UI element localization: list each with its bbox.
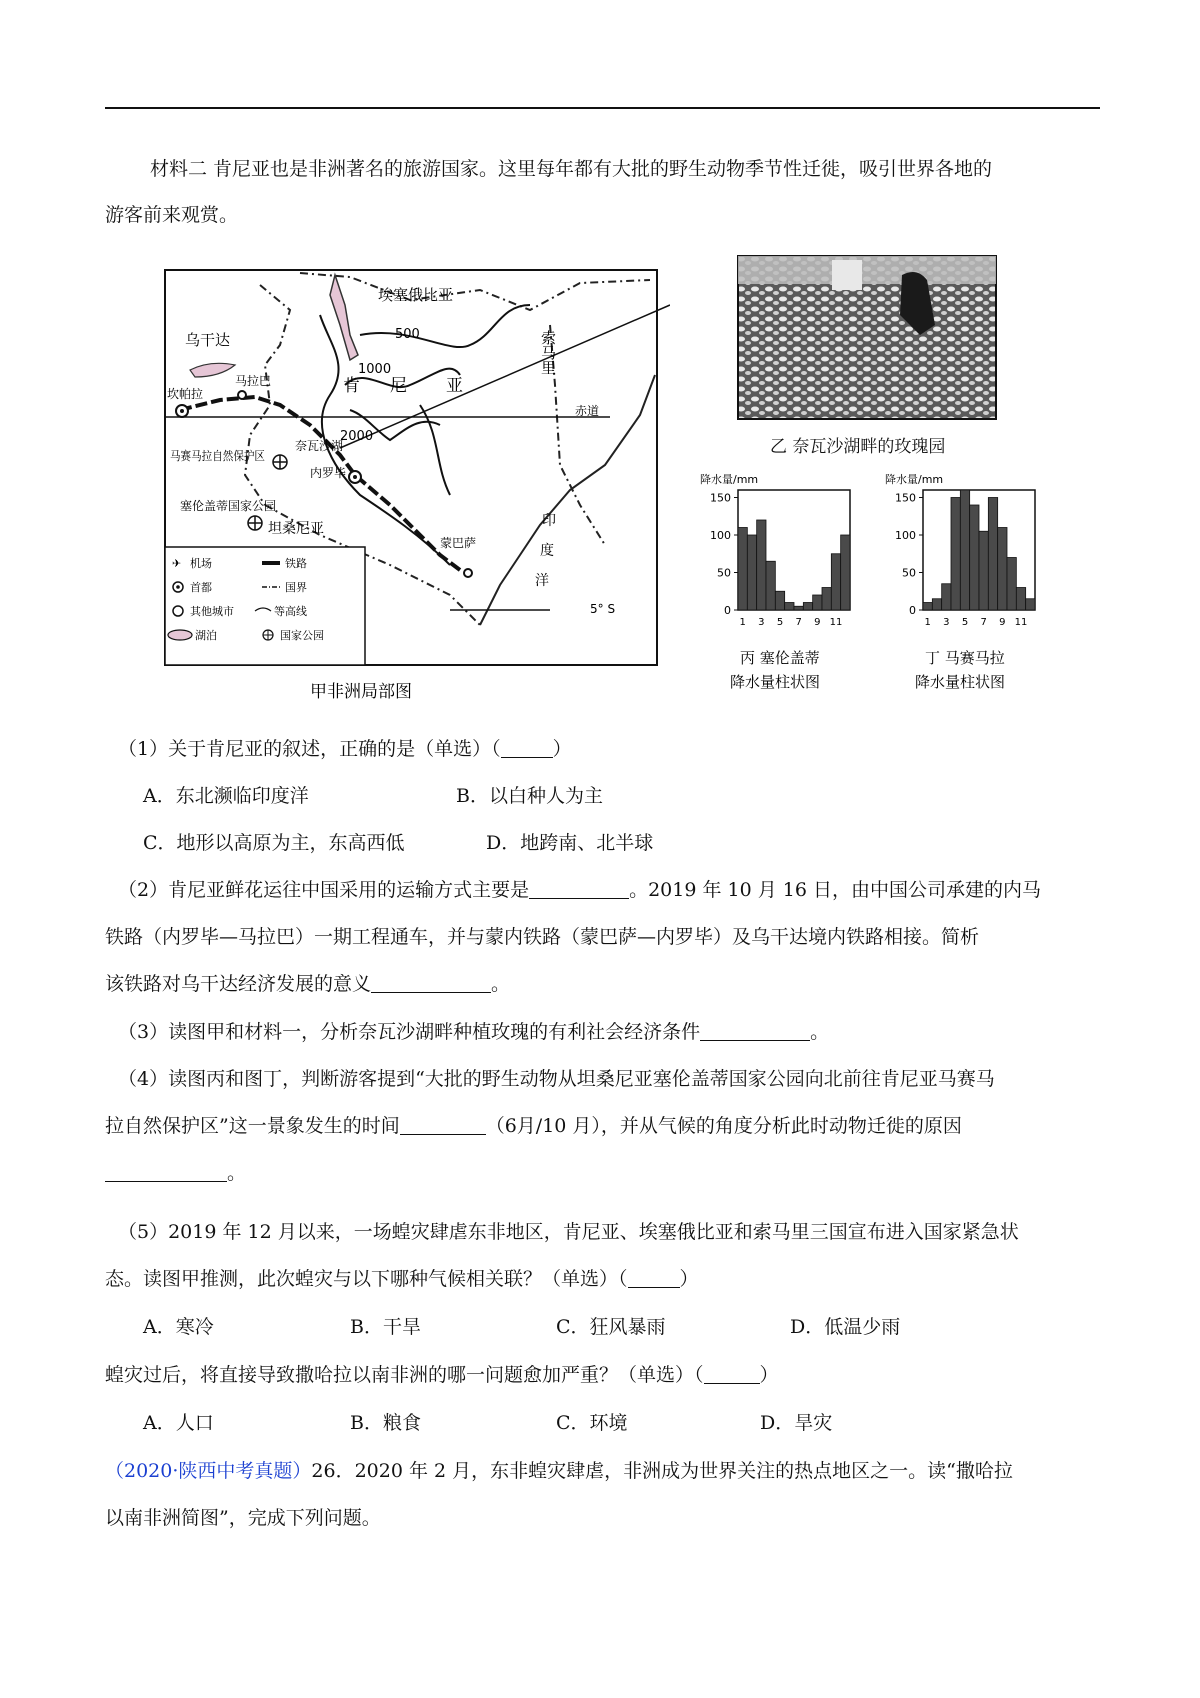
label-ethiopia: 埃塞俄比亚	[378, 286, 454, 304]
q1-stem	[118, 738, 572, 761]
q4-line1: （4）读图丙和图丁，判断游客提到“大批的野生动物从坦桑尼亚塞伦盖蒂国家公园向北前往肯尼亚马赛马	[118, 1068, 995, 1090]
x-tick-label-7: 7	[795, 617, 802, 628]
q3-end: 。	[810, 1021, 830, 1043]
q5-blank-2[interactable]	[704, 1365, 760, 1384]
ylabel: 降水量/mm	[700, 473, 759, 486]
q26-line1-text: 26．2020 年 2 月，东非蝗灾肆虐，非洲成为世界关注的热点地区之一。读“撒哈拉	[311, 1460, 1013, 1482]
x-tick-label-5: 5	[776, 617, 784, 628]
rose-garden-photo	[737, 255, 997, 420]
legend-airport: 机场	[190, 557, 212, 570]
x-tick-label-1: 1	[739, 617, 746, 628]
photo-caption: 乙 奈瓦沙湖畔的玫瑰园	[770, 437, 946, 457]
label-mombasa: 蒙巴萨	[440, 536, 477, 550]
legend-lake: 湖泊	[195, 629, 217, 642]
y-tick-label-50: 50	[902, 566, 916, 580]
label-nairobi: 内罗毕	[310, 466, 347, 480]
q5-line3	[105, 1364, 779, 1387]
q5-option2-d[interactable]: D．旱灾	[760, 1412, 833, 1434]
q2-line1	[118, 879, 1041, 902]
q2-line3	[105, 973, 510, 996]
label-500: 500	[395, 327, 420, 342]
bar-month-4	[766, 561, 775, 610]
bar-month-2	[747, 535, 756, 610]
legend-city-icon	[173, 606, 183, 616]
label-indian-1: 印	[542, 513, 556, 529]
x-tick-label-5: 5	[961, 617, 969, 628]
map-caption: 甲非洲局部图	[310, 682, 412, 702]
bar-month-3	[942, 584, 951, 610]
legend-border: 国界	[285, 581, 307, 594]
bar-month-11	[831, 554, 840, 610]
chart-title: 丁 马赛马拉	[925, 649, 1005, 667]
bar-month-5	[960, 490, 969, 610]
bar-month-12	[841, 535, 850, 610]
q5-line2b: ）	[679, 1268, 699, 1290]
x-tick-label-1: 1	[924, 617, 931, 628]
q4-blank-2[interactable]	[105, 1163, 227, 1182]
y-tick-label-50: 50	[717, 566, 731, 580]
q1-option-b[interactable]: B．以白种人为主	[456, 785, 603, 807]
legend-lake-icon	[168, 630, 192, 640]
ylabel: 降水量/mm	[885, 473, 944, 486]
x-tick-label-11: 11	[1014, 617, 1028, 628]
q2-line1b: 。2019 年 10 月 16 日，由中国公司承建的内马	[629, 879, 1041, 901]
bar-month-8	[803, 603, 812, 611]
legend-capital: 首都	[190, 581, 212, 594]
q1-option-d[interactable]: D．地跨南、北半球	[486, 832, 654, 854]
q5-line2	[105, 1268, 699, 1291]
q5-option-d[interactable]: D．低温少雨	[790, 1316, 901, 1338]
label-kenya-1: 肯	[343, 376, 360, 396]
q5-line1: （5）2019 年 12 月以来，一场蝗灾肆虐东非地区，肯尼亚、埃塞俄比亚和索马里三国宣布进入国家紧急状	[118, 1221, 1019, 1243]
label-malaba: 马拉巴	[235, 374, 272, 388]
label-serengeti: 塞伦盖蒂国家公园	[180, 499, 277, 513]
chart-subtitle: 降水量柱状图	[915, 673, 1006, 691]
q2-line1a: （2）肯尼亚鲜花运往中国采用的运输方式主要是	[118, 879, 530, 901]
chart-subtitle: 降水量柱状图	[730, 673, 821, 691]
y-tick-label-0: 0	[909, 604, 916, 617]
bar-month-9	[813, 595, 822, 610]
chart-masai-mara	[885, 465, 1055, 705]
q2-blank-1[interactable]	[529, 880, 629, 899]
label-tanzania: 坦桑尼亚	[268, 521, 324, 537]
q5-line2a: 态。读图甲推测，此次蝗灾与以下哪种气候相关联？（单选）（	[105, 1268, 628, 1290]
q1-option-a[interactable]: A．东北濒临印度洋	[143, 785, 309, 807]
q2-blank-2[interactable]	[371, 974, 491, 993]
legend-park: 国家公园	[280, 629, 324, 642]
x-tick-label-3: 3	[943, 617, 950, 628]
q5-line3b: ）	[759, 1364, 779, 1386]
bar-month-2	[932, 599, 941, 610]
q3-text: （3）读图甲和材料一，分析奈瓦沙湖畔种植玫瑰的有利社会经济条件	[118, 1021, 701, 1043]
label-indian-2: 度	[540, 543, 554, 559]
bar-month-4	[951, 498, 960, 611]
material2-line2: 游客前来观赏。	[105, 204, 239, 226]
bar-month-6	[785, 603, 794, 611]
header-rule	[105, 107, 1100, 109]
bar-month-8	[988, 498, 997, 611]
malaba-city	[238, 391, 246, 399]
q26-source[interactable]: （2020·陕西中考真题）	[105, 1460, 312, 1482]
label-uganda: 乌干达	[185, 331, 231, 349]
y-tick-label-150: 150	[710, 491, 731, 505]
q1-answer-blank[interactable]	[501, 739, 553, 758]
chart-title: 丙 塞伦盖蒂	[740, 649, 820, 667]
legend-contour: 等高线	[274, 605, 307, 618]
bar-month-1	[923, 603, 932, 611]
label-indian-3: 洋	[535, 573, 549, 589]
q5-option-c[interactable]: C．狂风暴雨	[556, 1316, 666, 1338]
q5-line3a: 蝗灾过后，将直接导致撒哈拉以南非洲的哪一问题愈加严重？（单选）（	[105, 1364, 704, 1386]
q5-option-a[interactable]: A．寒冷	[143, 1316, 214, 1338]
x-tick-label-11: 11	[829, 617, 843, 628]
q2-line3b: 。	[491, 973, 511, 995]
q4-line2b: （6月/10 月），并从气候的角度分析此时动物迁徙的原因	[485, 1115, 962, 1137]
bar-month-7	[979, 531, 988, 610]
q4-line2	[105, 1115, 962, 1138]
material2-line1: 材料二 肯尼亚也是非洲著名的旅游国家。这里每年都有大批的野生动物季节性迁徙，吸引世界各地的	[150, 158, 993, 180]
legend-airport-icon: ✈	[172, 557, 182, 570]
label-kampala: 坎帕拉	[167, 387, 204, 401]
bar-month-3	[757, 520, 766, 610]
q5-option2-a[interactable]: A．人口	[143, 1412, 214, 1434]
legend-city: 其他城市	[190, 605, 234, 618]
q5-blank-1[interactable]	[628, 1269, 680, 1288]
africa-partial-map	[150, 265, 670, 705]
q26-line1	[105, 1460, 1013, 1483]
q3-line	[118, 1021, 829, 1044]
q1-option-c[interactable]: C．地形以高原为主，东高西低	[143, 832, 405, 854]
bar-month-10	[1007, 558, 1016, 611]
bar-month-9	[998, 528, 1007, 611]
bar-month-6	[970, 505, 979, 610]
q5-option2-b[interactable]: B．粮食	[350, 1412, 421, 1434]
x-tick-label-3: 3	[758, 617, 765, 628]
q3-blank[interactable]	[700, 1022, 810, 1041]
bar-month-1	[738, 528, 747, 611]
label-1000: 1000	[358, 362, 392, 377]
q2-line3a: 该铁路对乌干达经济发展的意义	[105, 973, 372, 995]
q4-line3-end: 。	[227, 1162, 247, 1184]
mombasa-city	[464, 569, 472, 577]
x-tick-label-9: 9	[814, 617, 821, 628]
bar-month-11	[1016, 588, 1025, 611]
q1-close: ）	[552, 738, 572, 760]
label-kenya-2: 尼	[390, 376, 407, 396]
q1-stem-text: （1）关于肯尼亚的叙述，正确的是（单选）（	[118, 738, 501, 760]
x-tick-label-7: 7	[980, 617, 987, 628]
q5-option2-c[interactable]: C．环境	[556, 1412, 628, 1434]
q4-line3	[105, 1162, 246, 1185]
x-tick-label-9: 9	[999, 617, 1006, 628]
legend-railway: 铁路	[285, 557, 307, 570]
bar-month-10	[822, 588, 831, 611]
y-tick-label-0: 0	[724, 604, 731, 617]
label-2000: 2000	[340, 429, 374, 444]
y-tick-label-150: 150	[895, 491, 916, 505]
q2-line2: 铁路（内罗毕—马拉巴）一期工程通车，并与蒙内铁路（蒙巴萨—内罗毕）及乌干达境内铁路相接。简析	[105, 926, 980, 948]
label-5s: 5° S	[590, 602, 616, 616]
label-kenya-3: 亚	[446, 376, 463, 396]
label-equator: 赤道	[575, 404, 600, 418]
y-tick-label-100: 100	[895, 529, 916, 542]
bar-month-5	[775, 591, 784, 610]
y-tick-label-100: 100	[710, 529, 731, 542]
chart-serengeti	[700, 465, 870, 705]
q5-option-b[interactable]: B．干旱	[350, 1316, 421, 1338]
q4-blank-1[interactable]	[400, 1116, 486, 1135]
label-masai-mara: 马赛马拉自然保护区	[170, 449, 279, 463]
bar-month-7	[794, 606, 803, 610]
q4-line2a: 拉自然保护区”这一景象发生的时间	[105, 1115, 400, 1137]
label-naivasha: 奈瓦沙湖	[295, 439, 344, 453]
q26-line2: 以南非洲简图”，完成下列问题。	[105, 1507, 381, 1529]
label-somalia: 索马里	[539, 330, 557, 375]
bar-month-12	[1026, 599, 1035, 610]
